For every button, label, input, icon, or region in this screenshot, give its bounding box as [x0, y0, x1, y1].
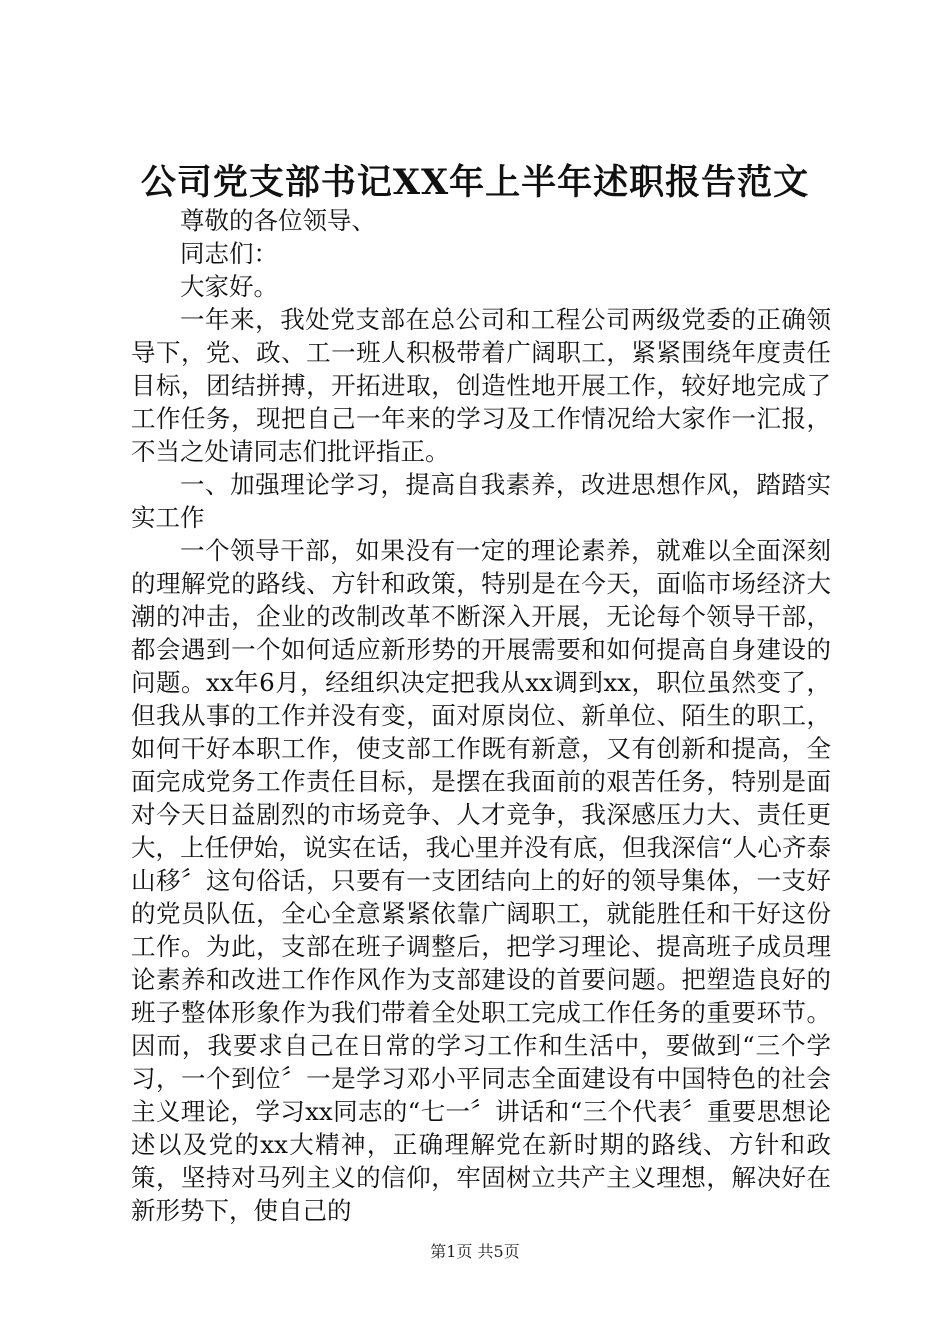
- document-body: [131, 204, 831, 1227]
- salutation-leaders: 尊敬的各位领导、: [180, 206, 376, 235]
- greeting: 大家好。: [180, 272, 278, 301]
- intro-paragraph: 一年来，我处党支部在总公司和工程公司两级党委的正确领导下，党、政、工一班人积极带着广阔职工，紧紧围绕年度责任目标，团结拼搏，开拓进取，创造性地开展工作，较好地完成了工作任务，现把自己一年来的学习及工作情况给大家作一汇报，不当之处请同志们批评指正。: [131, 305, 831, 466]
- salutation-comrades: 同志们：: [180, 239, 278, 268]
- section-heading-1: 一、加强理论学习，提高自我素养，改进思想作风，踏踏实实工作: [131, 470, 831, 532]
- document-title: 公司党支部书记XX年上半年述职报告范文: [140, 162, 810, 203]
- section-1-paragraph: 一个领导干部，如果没有一定的理论素养，就难以全面深刻的理解党的路线、方针和政策，特别是在今天，面临市场经济大潮的冲击，企业的改制改革不断深入开展，无论每个领导干部，都会遇到一个如何适应新形势的开展需要和如何提高自身建设的问题。xx年6月，经组织决定把我从xx调到xx，职位虽然变了，但我从事的工作并没有变，面对原岗位、新单位、陌生的职工，如何干好本职工作，使支部工作既有新意，又有创新和提高，全面完成党务工作责任目标，是摆在我面前的艰苦任务，特别是面对今天日益剧烈的市场竞争、人才竞争，我深感压力大、责任更大，上任伊始，说实在话，我心里并没有底，但我深信“人心齐泰山移〞这句俗话，只要有一支团结向上的好的领导集体，一支好的党员队伍，全心全意紧紧依靠广阔职工，就能胜任和干好这份工作。为此，支部在班子调整后，把学习理论、提高班子成员理论素养和改进工作作风作为支部建设的首要问题。把塑造良好的班子整体形象作为我们带着全处职工完成工作任务的重要环节。因而，我要求自己在日常的学习工作和生活中，要做到“三个学习，一个到位〞一是学习邓小平同志全面建设有中国特色的社会主义理论，学习xx同志的“七一〞讲话和“三个代表〞重要思想论述以及党的xx大精神，正确理解党在新时期的路线、方针和政策，坚持对马列主义的信仰，牢固树立共产主义理想，解决好在新形势下，使自己的: [131, 536, 831, 1225]
- page-number-footer: 第1页 共5页: [430, 1242, 520, 1261]
